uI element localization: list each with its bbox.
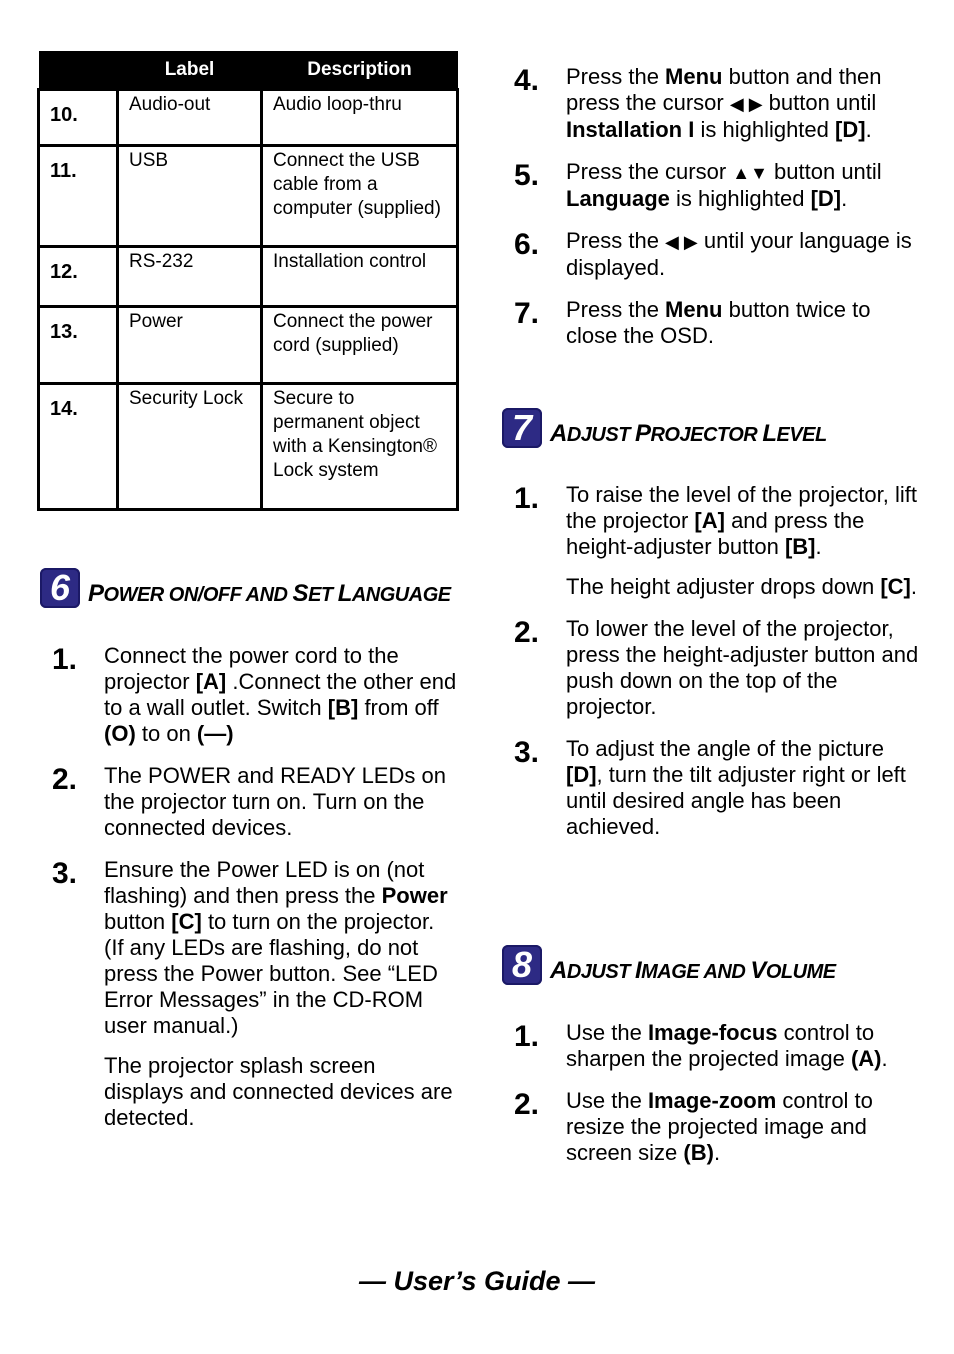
step-text: Press the Menu button and then press the cursor ◀ ▶ button until Installation I is highlighted [D]. [566,64,882,142]
row-number: 12. [39,247,118,307]
step-number: 2. [514,616,540,649]
table-row [39,90,458,146]
step-note: The height adjuster drops down [C]. [566,574,917,599]
step-number: 5. [514,159,540,192]
table-row [39,247,458,307]
row-label: Security Lock [118,384,262,510]
step-item [500,297,920,349]
row-number: 13. [39,307,118,384]
header-spacer [39,51,118,90]
row-label: RS-232 [118,247,262,307]
step-text: Press the cursor ▲▼ button until Language is highlighted [D]. [566,159,882,211]
header-description: Description [262,51,458,90]
section-7-badge: 7 [502,408,542,448]
step-text: To lower the level of the projector, press the height-adjuster button and push down on the top of the projector. [566,616,919,719]
row-label: USB [118,146,262,247]
step-item [500,228,920,281]
row-description: Audio loop-thru [262,90,458,146]
table-row [39,384,458,510]
table-row [39,307,458,384]
step-note: The projector splash screen displays and connected devices are detected. [104,1053,453,1130]
row-description: Connect the power cord (supplied) [262,307,458,384]
row-description: Connect the USB cable from a computer (supplied) [262,146,458,247]
table-row [39,146,458,247]
row-label: Audio-out [118,90,262,146]
section-8-badge: 8 [502,945,542,985]
row-number: 10. [39,90,118,146]
step-number: 3. [52,857,78,890]
section-7-heading [502,408,827,448]
connector-table [37,51,459,511]
step-number: 2. [52,763,78,796]
left-column [37,51,467,511]
section-8-steps [500,1020,920,1182]
step-number: 2. [514,1088,540,1121]
row-description: Installation control [262,247,458,307]
section-8-title: ADJUST IMAGE AND VOLUME [550,957,836,984]
step-number: 1. [514,482,540,515]
section-7-title: ADJUST PROJECTOR LEVEL [550,420,827,447]
step-item [500,482,920,600]
step-item [38,763,458,841]
section-6-badge: 6 [40,568,80,608]
step-text: Press the Menu button twice to close the OSD. [566,297,871,348]
section-6-heading [40,568,451,608]
step-number: 1. [514,1020,540,1053]
step-number: 3. [514,736,540,769]
step-item [500,736,920,840]
row-number: 11. [39,146,118,247]
step-number: 4. [514,64,540,97]
row-description: Secure to permanent object with a Kensington® Lock system [262,384,458,510]
step-text: Press the ◀ ▶ until your language is displayed. [566,228,912,280]
row-label: Power [118,307,262,384]
step-item [500,159,920,212]
step-text: Ensure the Power LED is on (not flashing) and then press the Power button [C] to turn on the projector. (If any LEDs are flashing, do not press the Power button. See “LED Error Messages” in the CD-ROM user manual.) The projector splash screen displays and connected devices are detected. [104,857,458,1131]
step-text: Use the Image-zoom control to resize the projected image and screen size (B). [566,1088,873,1165]
step-item [500,1088,920,1166]
header-label: Label [118,51,262,90]
step-item [38,857,458,1131]
language-steps [500,64,920,365]
step-text: To raise the level of the projector, lift the projector [A] and press the height-adjuster button [B]. The height adjuster drops down [C]. [566,482,920,600]
page-footer: — User’s Guide — [358,1266,596,1296]
step-text: The POWER and READY LEDs on the projector turn on. Turn on the connected devices. [104,763,446,840]
step-number: 7. [514,297,540,330]
step-number: 1. [52,643,78,676]
step-text: To adjust the angle of the picture [D], turn the tilt adjuster right or left until desired angle has been achieved. [566,736,906,839]
table-header [39,51,458,90]
row-number: 14. [39,384,118,510]
step-item [500,64,920,143]
step-item [500,1020,920,1072]
section-6-title: POWER ON/OFF AND SET LANGUAGE [88,580,451,607]
step-item [500,616,920,720]
step-item [38,643,458,747]
step-number: 6. [514,228,540,261]
step-text: Use the Image-focus control to sharpen the projected image (A). [566,1020,888,1071]
section-6-steps [38,643,458,1147]
section-7-steps [500,482,920,856]
step-text: Connect the power cord to the projector [A] .Connect the other end to a wall outlet. Switch [B] from off (O) to on (—) [104,643,457,746]
section-8-heading [502,945,836,985]
